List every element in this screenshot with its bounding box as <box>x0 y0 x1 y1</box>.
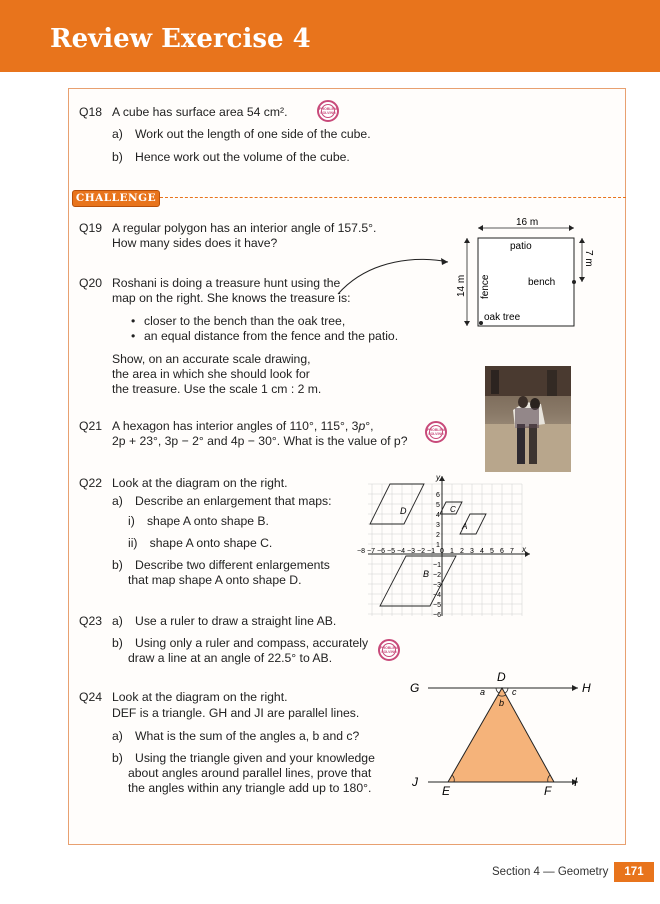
x-axis-label: x <box>522 545 526 554</box>
problem-solving-badge <box>378 639 400 661</box>
shape-label: A <box>462 522 468 531</box>
point-d-label: D <box>497 670 506 684</box>
text-segment: A hexagon has interior angles of 110°, 115°, 3 <box>112 419 359 433</box>
y-tick-label: −1 <box>433 562 441 569</box>
question-part: b) Hence work out the volume of the cube. <box>112 150 350 164</box>
question-text: Roshani is doing a treasure hunt using the <box>112 276 341 290</box>
problem-solving-badge <box>317 100 339 122</box>
x-tick-label: 1 <box>450 548 454 555</box>
x-tick-label: −4 <box>397 548 405 555</box>
point-j-label: J <box>412 775 418 789</box>
footer-section: Section 4 — Geometry <box>492 866 609 878</box>
y-tick-label: 1 <box>436 542 440 549</box>
question-number: Q23 <box>79 614 103 628</box>
y-tick-label: 3 <box>436 522 440 529</box>
shape-label: B <box>423 569 430 579</box>
x-tick-label: 7 <box>510 548 514 555</box>
question-number: Q22 <box>79 476 103 490</box>
question-number: Q19 <box>79 221 103 235</box>
y-tick-label: 6 <box>436 492 440 499</box>
question-text: A regular polygon has an interior angle of 157.5°. <box>112 221 377 235</box>
bullet-icon: • <box>131 329 136 343</box>
bullet-icon: • <box>131 314 136 328</box>
x-tick-label: −5 <box>387 548 395 555</box>
y-tick-label: −3 <box>433 582 441 589</box>
question-text: the area in which she should look for <box>112 367 310 381</box>
question-part: that map shape A onto shape D. <box>128 573 302 587</box>
x-tick-label: −7 <box>367 548 375 555</box>
shape-b <box>380 556 456 606</box>
map-bench-label: bench <box>528 277 556 288</box>
x-tick-label: −8 <box>357 548 365 555</box>
question-text: Look at the diagram on the right. <box>112 476 288 490</box>
y-tick-label: 4 <box>436 512 440 519</box>
question-text: DEF is a triangle. GH and JI are parallel lines. <box>112 706 360 720</box>
question-part: a) Describe an enlargement that maps: <box>112 494 332 508</box>
bench-point <box>572 280 576 284</box>
garden-map-diagram <box>448 215 598 335</box>
badge-text: PROBLEM SOLVING <box>427 428 445 436</box>
question-part: about angles around parallel lines, prove that <box>128 766 372 780</box>
question-text: map on the right. She knows the treasure is: <box>112 291 351 305</box>
x-tick-label: 6 <box>500 548 504 555</box>
x-tick-label: −2 <box>417 548 425 555</box>
badge-text: PROBLEM SOLVING <box>319 107 337 115</box>
question-part: a) Use a ruler to draw a straight line AB. <box>112 614 337 628</box>
question-text: Show, on an accurate scale drawing, <box>112 352 311 366</box>
map-side-label: 7 m <box>583 250 594 267</box>
question-text <box>112 419 374 434</box>
y-tick-label: 5 <box>436 502 440 509</box>
question-text: A cube has surface area 54 cm². <box>112 105 288 119</box>
question-part: b) Using the triangle given and your knowledge <box>112 751 375 765</box>
map-patio-label: patio <box>510 241 532 252</box>
treasure-hunt-photo <box>485 366 571 472</box>
question-text: the treasure. Use the scale 1 cm : 2 m. <box>112 382 322 396</box>
question-part: a) Work out the length of one side of the cube. <box>112 127 371 141</box>
point-g-label: G <box>410 681 420 695</box>
point-i-label: I <box>574 775 578 789</box>
question-number: Q24 <box>79 690 103 704</box>
y-tick-label: 2 <box>436 532 440 539</box>
question-number: Q21 <box>79 419 103 433</box>
challenge-badge: CHALLENGE <box>72 190 160 207</box>
question-part: draw a line at an angle of 22.5° to AB. <box>128 651 333 665</box>
bullet-text: an equal distance from the fence and the patio. <box>144 329 399 343</box>
tick-labels <box>357 492 514 619</box>
x-tick-label: −6 <box>377 548 385 555</box>
shape-label: C <box>450 505 456 514</box>
point-h-label: H <box>582 681 591 695</box>
x-tick-label: −3 <box>407 548 415 555</box>
oak-point <box>479 321 483 325</box>
badge-text: PROBLEM SOLVING <box>380 646 398 654</box>
shape-label: D <box>400 506 407 516</box>
bullet-text: closer to the bench than the oak tree, <box>144 314 346 328</box>
y-axis-label: y <box>436 473 440 482</box>
curved-arrow-icon <box>330 250 460 300</box>
variable-text: p <box>358 419 366 433</box>
question-part: b) Describe two different enlargements <box>112 558 330 572</box>
question-text: 2p + 23°, 3p − 2° and 4p − 30°. What is the value of p? <box>112 434 408 448</box>
text-segment: °, <box>365 419 374 433</box>
angle-c-label: c <box>512 687 517 697</box>
x-tick-label: 2 <box>460 548 464 555</box>
map-height-label: 14 m <box>456 274 467 297</box>
x-tick-label: −1 <box>427 548 435 555</box>
y-tick-label: −4 <box>433 592 441 599</box>
question-part: a) What is the sum of the angles a, b and c? <box>112 729 360 743</box>
question-part: the angles within any triangle add up to 180°. <box>128 781 372 795</box>
question-number: Q20 <box>79 276 103 290</box>
map-fence-label: fence <box>480 274 491 299</box>
question-subpart: ii) shape A onto shape C. <box>128 536 273 550</box>
triangle-parallel-lines-diagram <box>404 668 600 802</box>
point-f-label: F <box>544 784 552 798</box>
page-title: Review Exercise 4 <box>50 24 311 54</box>
y-tick-label: −5 <box>433 602 441 609</box>
x-tick-label: 0 <box>440 548 444 555</box>
question-text: Look at the diagram on the right. <box>112 690 288 704</box>
map-width-label: 16 m <box>516 217 539 228</box>
y-tick-label: −6 <box>433 612 441 619</box>
x-tick-label: 4 <box>480 548 484 555</box>
x-tick-label: 5 <box>490 548 494 555</box>
map-oak-label: oak tree <box>484 312 521 323</box>
question-subpart: i) shape A onto shape B. <box>128 514 269 528</box>
question-part: b) Using only a ruler and compass, accurately <box>112 636 369 650</box>
angle-b-label: b <box>499 698 505 708</box>
question-number: Q18 <box>79 105 103 119</box>
challenge-divider <box>160 197 626 198</box>
enlargement-grid-diagram <box>357 470 540 620</box>
page-number: 171 <box>614 862 654 882</box>
y-tick-label: −2 <box>433 572 441 579</box>
question-text: How many sides does it have? <box>112 236 278 250</box>
problem-solving-badge <box>425 421 447 443</box>
angle-a-label: a <box>480 687 486 697</box>
x-tick-label: 3 <box>470 548 474 555</box>
point-e-label: E <box>442 784 451 798</box>
